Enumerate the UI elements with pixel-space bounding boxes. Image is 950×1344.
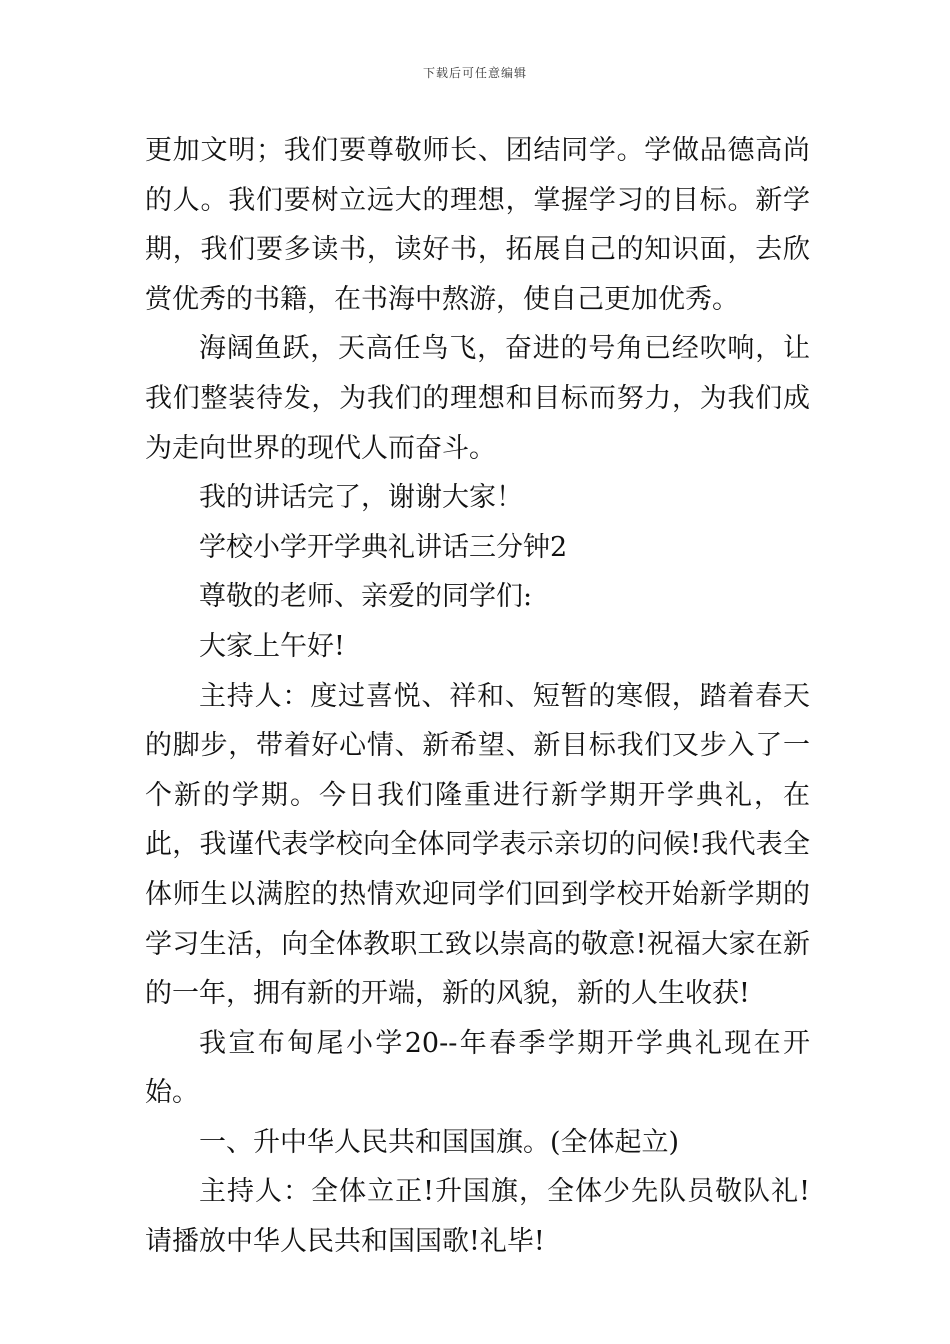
page-header: 下载后可任意编辑 (422, 66, 527, 80)
paragraph: 我宣布甸尾小学20--年春季学期开学典礼现在开始。 (145, 1027, 810, 1109)
greeting: 大家上午好! (199, 630, 345, 662)
paragraph: 主持人：全体立正!升国旗，全体少先队员敬队礼!请播放中华人民共和国国歌!礼毕! (145, 1176, 810, 1258)
paragraph: 我的讲话完了，谢谢大家！ (199, 482, 523, 514)
document-body (145, 126, 810, 1267)
paragraph: 海阔鱼跃，天高任鸟飞，奋进的号角已经吹响，让我们整装待发，为我们的理想和目标而努力，为我们成为走向世界的现代人而奋斗。 (145, 333, 810, 464)
paragraph: 一、升中华人民共和国国旗。(全体起立) (199, 1126, 680, 1158)
section-title: 学校小学开学典礼讲话三分钟2 (199, 531, 568, 563)
paragraph: 主持人：度过喜悦、祥和、短暂的寒假，踏着春天的脚步，带着好心情、新希望、新目标我们又步入了一个新的学期。今日我们隆重进行新学期开学典礼，在此，我谨代表学校向全体同学表示亲切的问候!我代表全体师生以满腔的热情欢迎同学们回到学校开始新学期的学习生活，向全体教职工致以崇高的敬意!祝福大家在新的一年，拥有新的开端，新的风貌，新的人生收获! (145, 680, 810, 1010)
paragraph: 更加文明；我们要尊敬师长、团结同学。学做品德高尚的人。我们要树立远大的理想，掌握学习的目标。新学期，我们要多读书，读好书，拓展自己的知识面，去欣赏优秀的书籍，在书海中熬游，使自己更加优秀。 (145, 135, 810, 315)
salutation: 尊敬的老师、亲爱的同学们: (199, 581, 533, 613)
